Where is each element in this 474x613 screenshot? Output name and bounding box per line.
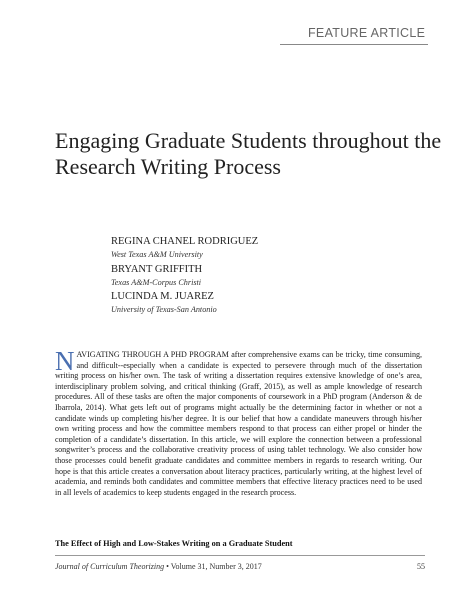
author-name-3: LUCINDA M. JUAREZ [111,291,214,302]
footer-divider [55,555,425,556]
article-body [55,346,422,498]
header-divider [280,44,428,45]
author-affiliation-1: West Texas A&M University [111,250,203,259]
journal-name: Journal of Curriculum Theorizing [55,562,165,571]
author-affiliation-2: Texas A&M-Corpus Christi [111,278,202,287]
author-affiliation-3: University of Texas-San Antonio [111,305,217,314]
drop-cap: N [55,346,75,376]
journal-issue: • Volume 31, Number 3, 2017 [164,562,262,571]
body-paragraph: after comprehensive exams can be tricky, time consuming, and difficult--especially when a candidate is expected to persevere through much of the dissertation writing process on his/her own. The task of writing a dissertation requires extensive knowledge of one’s area, interdisciplinary problem solving, and critical thinking (Graff, 2015), as well as ample knowledge of research procedures. All of these tasks are often the major components of coursework in a PhD program (Anderson & de Ibarrola, 2014). What gets left out of programs might actually be the determining factor in whether or not a candidate winds up completing his/her degree. It is our belief that how a candidate maneuvers through his/her own writing process and how the committee members respond to that process can either propel or hinder the completion of a candidate’s dissertation. In this article, we will explore the connection between a professional songwriter’s process and the collaborative creativity process of using tablet technology. We also consider how those processes could benefit graduate candidates and committee members in regards to research writing. Our hope is that this article creates a conversation about literacy practices, particularly writing, at the highest level of academia, and reminds both candidates and committee members that effective literacy practices need to be used in all levels of academics to keep students engaged in the research process. [55,350,422,497]
section-subheading: The Effect of High and Low-Stakes Writing on a Graduate Student [55,539,293,548]
page-footer [55,562,425,571]
author-name-2: BRYANT GRIFFITH [111,264,203,275]
author-name-1: REGINA CHANEL RODRIGUEZ [111,236,259,247]
article-title: Engaging Graduate Students throughout the Research Writing Process [55,128,442,179]
section-label: FEATURE ARTICLE [308,26,426,40]
opening-caps: AVIGATING THROUGH A PHD PROGRAM [76,350,229,359]
page-number: 55 [417,562,425,571]
